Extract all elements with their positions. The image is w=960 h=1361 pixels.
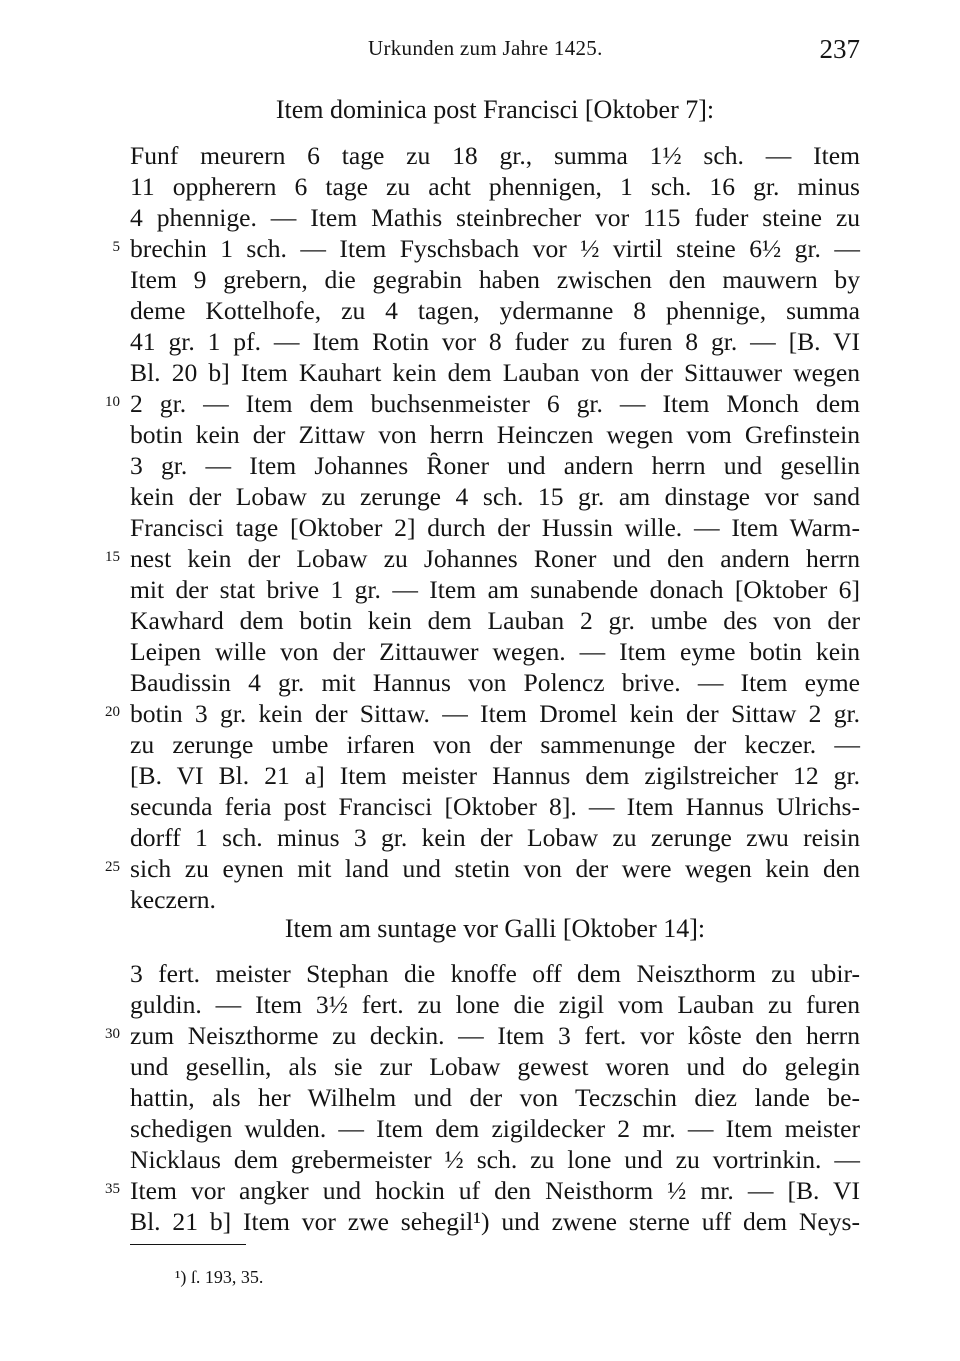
body-line: Baudissin 4 gr. mit Hannus von Polencz brive. — Item eyme xyxy=(130,668,860,697)
body-line: guldin. — Item 3½ fert. zu lone die zigil vom Lauban zu furen xyxy=(130,990,860,1019)
body-line: schedigen wulden. — Item dem zigildecker 2 mr. — Item meister xyxy=(130,1114,860,1143)
body-line: 2 gr. — Item dem buchsenmeister 6 gr. — Item Monch dem xyxy=(130,389,860,418)
body-line: botin kein der Zittaw von herrn Heinczen wegen vom Grefinstein xyxy=(130,420,860,449)
body-line: 3 fert. meister Stephan die knoffe off dem Neiszthorm zu ubir- xyxy=(130,959,860,988)
body-line: Bl. 20 b] Item Kauhart kein dem Lauban von der Sittauwer wegen xyxy=(130,358,860,387)
body-line: botin 3 gr. kein der Sittaw. — Item Dromel kein der Sittaw 2 gr. xyxy=(130,699,860,728)
body-line: zu zerunge umbe irfaren von der sammenunge der keczer. — xyxy=(130,730,860,759)
body-line: 3 gr. — Item Johannes Ȓoner und andern herrn und gesellin xyxy=(130,451,860,480)
section-heading-2: Item am suntage vor Galli [Oktober 14]: xyxy=(284,914,706,943)
body-line: und gesellin, als sie zur Lobaw gewest woren und do gelegin xyxy=(130,1052,860,1081)
body-line: nest kein der Lobaw zu Johannes Roner und den andern herrn xyxy=(130,544,860,573)
line-number: 15 xyxy=(105,549,120,565)
section-heading-1: Item dominica post Francisci [Oktober 7]: xyxy=(275,95,715,124)
line-number: 10 xyxy=(105,394,120,410)
body-line: Item 9 grebern, die gegrabin haben zwischen den mauwern by xyxy=(130,265,860,294)
line-number: 20 xyxy=(105,704,120,720)
body-line: dorff 1 sch. minus 3 gr. kein der Lobaw zu zerunge zwu reisin xyxy=(130,823,860,852)
footnote: ¹) ſ. 193, 35. xyxy=(175,1267,264,1287)
body-line: mit der stat brive 1 gr. — Item am sunabende donach [Oktober 6] xyxy=(130,575,860,604)
body-line: Leipen wille von der Zittauwer wegen. — Item eyme botin kein xyxy=(130,637,860,666)
body-line: Nicklaus dem grebermeister ½ sch. zu lone und zu vortrinkin. — xyxy=(130,1145,860,1174)
body-line: zum Neiszthorme zu deckin. — Item 3 fert. vor kôste den herrn xyxy=(130,1021,860,1050)
body-line: Bl. 21 b] Item vor zwe sehegil¹) und zwene sterne uff dem Neys- xyxy=(130,1207,860,1236)
body-line: Item vor angker und hockin uf den Neisthorm ½ mr. — [B. VI xyxy=(130,1176,860,1205)
body-line: hattin, als her Wilhelm und der von Teczschin diez lande be- xyxy=(130,1083,860,1112)
line-number: 25 xyxy=(105,859,120,875)
body-line: deme Kottelhofe, zu 4 tagen, ydermanne 8 phennige, summa xyxy=(130,296,860,325)
body-line: Francisci tage [Oktober 2] durch der Hussin wille. — Item Warm- xyxy=(130,513,860,542)
line-number: 5 xyxy=(112,239,120,255)
running-head: Urkunden zum Jahre 1425. xyxy=(368,36,603,60)
body-line: sich zu eynen mit land und stetin von der were wegen kein den xyxy=(130,854,860,883)
body-line: brechin 1 sch. — Item Fyschsbach vor ½ virtil steine 6½ gr. — xyxy=(130,234,860,263)
page-number: 237 xyxy=(819,34,860,64)
body-line: 41 gr. 1 pf. — Item Rotin vor 8 fuder zu furen 8 gr. — [B. VI xyxy=(130,327,860,356)
line-number: 35 xyxy=(105,1181,120,1197)
body-line: keczern. xyxy=(130,885,216,914)
line-number: 30 xyxy=(105,1026,120,1042)
body-line: secunda feria post Francisci [Oktober 8]. — Item Hannus Ulrichs- xyxy=(130,792,860,821)
body-line: 11 oppherern 6 tage zu acht phennigen, 1 sch. 16 gr. minus xyxy=(130,172,860,201)
body-line: kein der Lobaw zu zerunge 4 sch. 15 gr. am dinstage vor sand xyxy=(130,482,860,511)
footnote-rule xyxy=(130,1244,246,1245)
body-line: 4 phennige. — Item Mathis steinbrecher vor 115 fuder steine zu xyxy=(130,203,860,232)
body-line: Kawhard dem botin kein dem Lauban 2 gr. umbe des von der xyxy=(130,606,860,635)
body-line: [B. VI Bl. 21 a] Item meister Hannus dem zigilstreicher 12 gr. xyxy=(130,761,860,790)
body-line: Funf meurern 6 tage zu 18 gr., summa 1½ sch. — Item xyxy=(130,141,860,170)
